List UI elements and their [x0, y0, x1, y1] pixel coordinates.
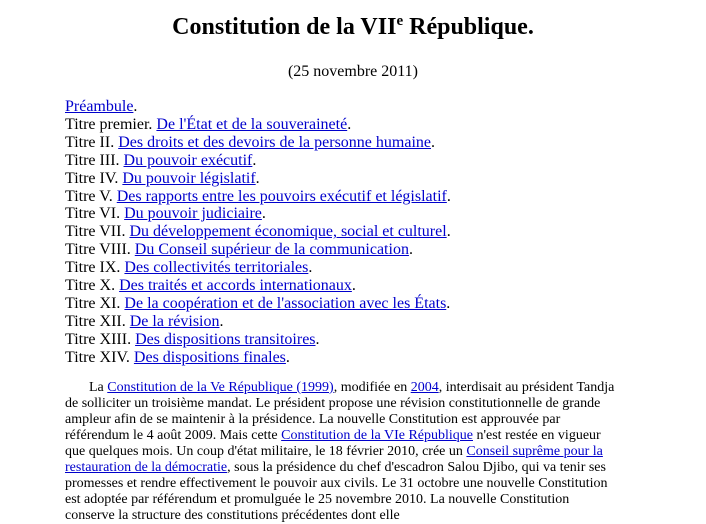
- title-superscript: e: [396, 13, 404, 29]
- toc-item-titre-4: [65, 170, 685, 188]
- intro-text: , modifiée en: [333, 380, 411, 395]
- toc-item-suffix: .: [408, 241, 413, 259]
- toc-link-titre-5[interactable]: Des rapports entre les pouvoirs exécutif et législatif: [116, 187, 447, 205]
- toc-link-titre-9[interactable]: Des collectivités territoriales: [124, 259, 309, 277]
- toc-item-titre-10: [65, 277, 685, 295]
- document-date: (25 novembre 2011): [287, 63, 419, 80]
- intro-text: La: [89, 380, 108, 395]
- toc-item-prefix: Titre III.: [65, 151, 124, 169]
- toc-item-titre-6: [65, 205, 685, 223]
- toc-item-suffix: .: [315, 330, 320, 348]
- toc-item-titre-9: [65, 259, 685, 277]
- toc-link-preambule[interactable]: Préambule: [65, 98, 134, 115]
- toc-item-titre-13: [65, 331, 685, 349]
- toc-item-titre-7: [65, 223, 685, 241]
- toc-item-prefix: Titre IX.: [65, 259, 125, 277]
- toc-item-prefix: Titre VIII.: [65, 241, 135, 259]
- link-constitution-vie-republique[interactable]: Constitution de la VIe République: [281, 428, 473, 443]
- toc-item-suffix: .: [351, 277, 356, 295]
- toc-item-prefix: Titre XIV.: [65, 348, 134, 366]
- toc-item-prefix: Titre IV.: [65, 169, 123, 187]
- toc-link-titre-7[interactable]: Du développement économique, social et culturel: [129, 223, 447, 241]
- toc-item-titre-11: [65, 295, 685, 313]
- intro-text: n'est restée en vigueur que quelques mois. Un coup d'état militaire, le 18 février 2010, crée un: [65, 428, 601, 459]
- toc-item-prefix: Titre premier.: [65, 115, 157, 133]
- toc-item-prefix: Titre VI.: [65, 205, 125, 223]
- toc-link-titre-1[interactable]: De l'État et de la souveraineté: [156, 115, 348, 133]
- toc-link-titre-12[interactable]: De la révision: [129, 312, 220, 330]
- toc-item-titre-12: [65, 313, 685, 331]
- toc-item-prefix: Titre XII.: [65, 312, 130, 330]
- toc-item-suffix: .: [446, 294, 451, 312]
- toc-item-titre-5: [65, 188, 685, 206]
- toc-item-prefix: Titre VII.: [65, 223, 130, 241]
- toc-item-suffix: .: [446, 187, 451, 205]
- toc-item-suffix: .: [285, 348, 290, 366]
- page-title: [0, 14, 706, 41]
- toc-link-titre-8[interactable]: Du Conseil supérieur de la communication: [134, 241, 409, 259]
- toc-item-suffix: .: [255, 169, 260, 187]
- toc-item-suffix: .: [219, 312, 224, 330]
- intro-text: , sous la présidence du chef d'escadron Salou Djibo, qui va tenir ses promesses et rendre effectivement le pouvoir aux civils. Le 31 octobre une nouvelle Constitution est adoptée par référendum et promulguée le 25 novembre 2010. La nouvelle Constitution conserve la structure des constitutions précédentes dont elle: [65, 460, 608, 523]
- link-conseil-supreme[interactable]: Conseil suprême pour la restauration de la démocratie: [65, 444, 603, 475]
- link-constitution-ve-republique[interactable]: Constitution de la Ve République (1999): [107, 380, 334, 395]
- toc-item-suffix: .: [261, 205, 266, 223]
- toc-item-titre-8: [65, 241, 685, 259]
- link-2004[interactable]: 2004: [410, 380, 439, 395]
- toc-link-titre-10[interactable]: Des traités et accords internationaux: [119, 277, 352, 295]
- toc-link-titre-11[interactable]: De la coopération et de l'association avec les États: [124, 294, 447, 312]
- toc-item-suffix: .: [446, 223, 451, 241]
- toc-link-titre-14[interactable]: Des dispositions finales: [133, 348, 286, 366]
- intro-text: , interdisait au président Tandja de solliciter un troisième mandat. Le président propose une révision constitutionnelle de grande ampleur afin de se maintenir à la présidence. La nouvelle Constitution est approuvée par référendum le 4 août 2009. Mais cette: [65, 380, 615, 443]
- toc-item-prefix: Titre X.: [65, 277, 120, 295]
- toc-item-suffix: .: [252, 151, 257, 169]
- toc-link-titre-3[interactable]: Du pouvoir exécutif: [123, 151, 253, 169]
- toc-item-prefix: Titre II.: [65, 133, 119, 151]
- toc-link-titre-2[interactable]: Des droits et des devoirs de la personne humaine: [118, 133, 431, 151]
- toc-item-titre-3: [65, 152, 685, 170]
- toc-item-prefix: Titre XIII.: [65, 330, 136, 348]
- toc-item-prefix: Titre XI.: [65, 294, 125, 312]
- title-suffix: République.: [403, 14, 534, 40]
- toc-item-titre-1: [65, 116, 685, 134]
- toc-link-titre-13[interactable]: Des dispositions transitoires: [135, 330, 316, 348]
- toc-item-suffix: .: [308, 259, 313, 277]
- toc-item-suffix: .: [347, 115, 352, 133]
- toc-item-titre-14: [65, 349, 685, 367]
- table-of-contents: [65, 98, 685, 367]
- toc-item-prefix: Titre V.: [65, 187, 117, 205]
- toc-item-titre-2: [65, 134, 685, 152]
- toc-item-preambule: [65, 98, 685, 116]
- toc-item-suffix: .: [431, 133, 435, 151]
- title-prefix: Constitution de la VII: [172, 14, 397, 40]
- toc-item-suffix: .: [133, 98, 138, 115]
- toc-link-titre-4[interactable]: Du pouvoir législatif: [122, 169, 256, 187]
- intro-paragraph: [65, 380, 621, 524]
- toc-link-titre-6[interactable]: Du pouvoir judiciaire: [124, 205, 262, 223]
